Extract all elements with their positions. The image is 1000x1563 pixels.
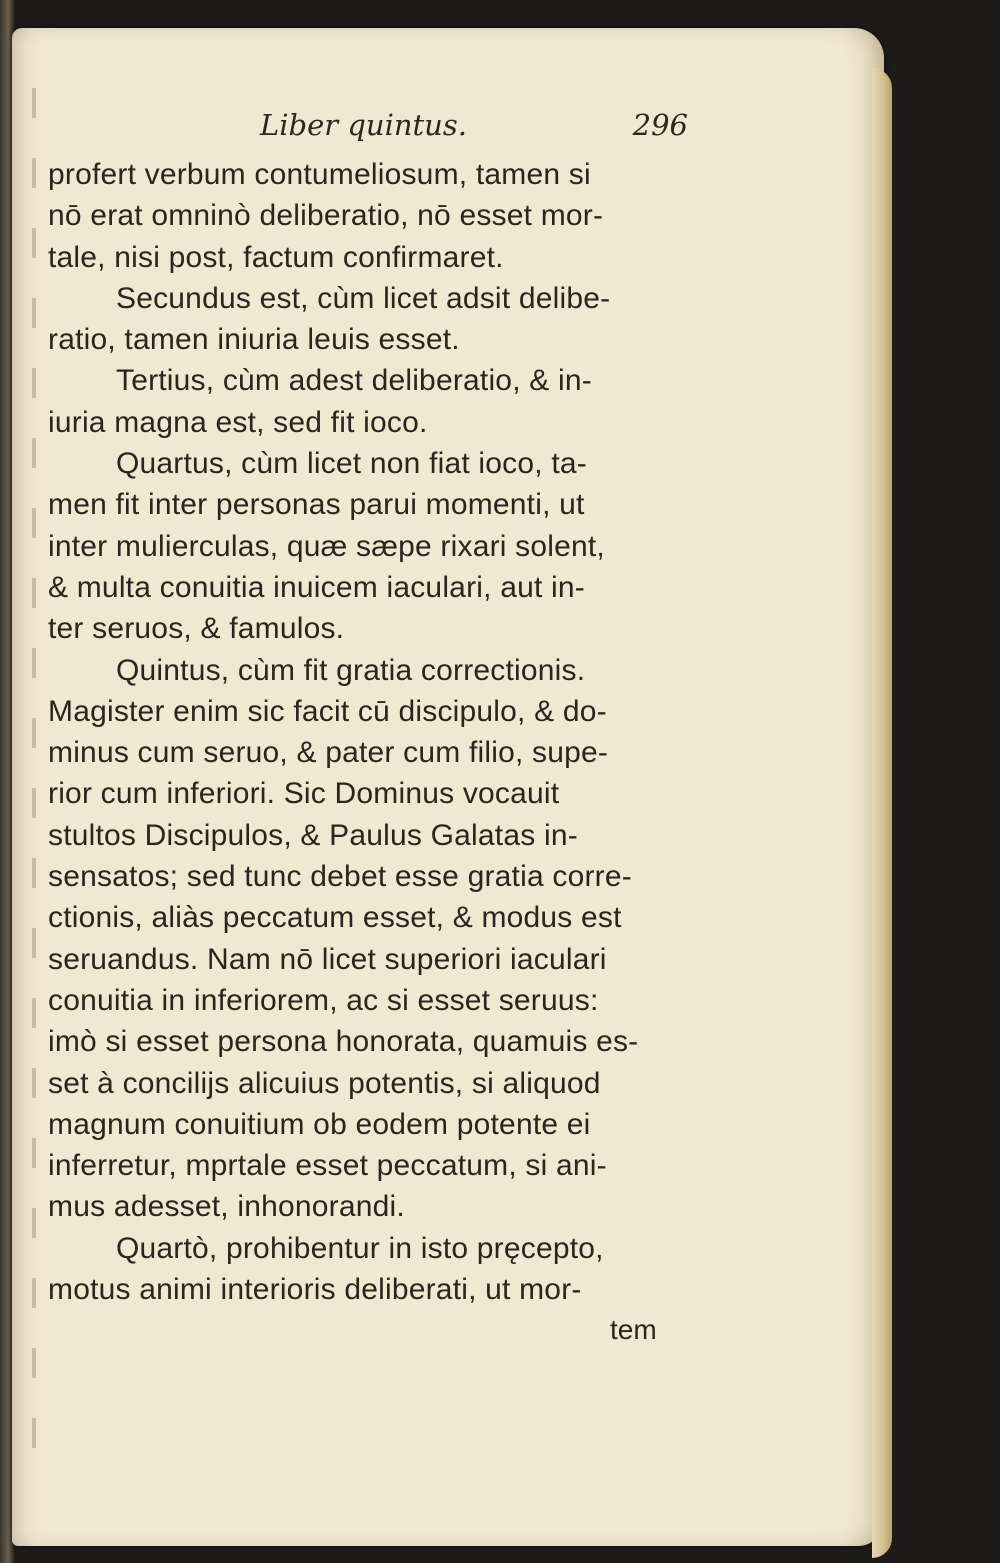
text-line: iuria magna est, sed fit ioco.	[48, 405, 428, 439]
text-line: nō erat omninò deliberatio, nō esset mor-	[48, 199, 604, 233]
running-title: Liber quintus.	[260, 108, 467, 142]
text-line: men fit inter personas parui momenti, ut	[48, 488, 585, 522]
text-line: stultos Discipulos, & Paulus Galatas in-	[48, 818, 578, 852]
text-line: ter seruos, & famulos.	[48, 612, 345, 646]
text-line: mus adesset, inhonorandi.	[48, 1190, 405, 1224]
text-line: ctionis, aliàs peccatum esset, & modus est	[48, 901, 622, 935]
text-line: Quartus, cùm licet non fiat ioco, ta-	[116, 447, 587, 481]
text-line: Tertius, cùm adest deliberatio, & in-	[116, 364, 592, 398]
text-line: inter mulierculas, quæ sæpe rixari solent,	[48, 529, 605, 563]
text-line: Quartò, prohibentur in isto pręcepto,	[116, 1231, 604, 1265]
page-header	[48, 108, 688, 152]
page-fore-edge	[872, 68, 892, 1558]
text-line: inferretur, mprtale esset peccatum, si ani-	[48, 1149, 607, 1183]
text-line: profert verbum contumeliosum, tamen si	[48, 158, 591, 191]
page-number: 296	[632, 108, 688, 142]
text-line: sensatos; sed tunc debet esse gratia corre-	[48, 860, 632, 894]
text-line: ratio, tamen iniuria leuis esset.	[48, 323, 460, 357]
text-line: set à concilijs alicuius potentis, si aliquod	[48, 1066, 601, 1100]
catchword: tem	[610, 1314, 657, 1345]
body-text	[48, 154, 690, 1310]
text-line: & multa conuitia inuicem iaculari, aut in-	[48, 570, 585, 604]
text-line: minus cum seruo, & pater cum filio, supe-	[48, 736, 609, 770]
text-line: Secundus est, cùm licet adsit delibe-	[116, 281, 611, 315]
text-line: motus animi interioris deliberati, ut mor-	[48, 1273, 582, 1307]
text-line: rior cum inferiori. Sic Dominus vocauit	[48, 777, 560, 811]
text-line: Quintus, cùm fit gratia correctionis.	[116, 653, 586, 687]
text-line: seruandus. Nam nō licet superiori iaculari	[48, 942, 607, 976]
text-line: Magister enim sic facit cū discipulo, & do-	[48, 694, 607, 728]
gutter-shadow	[32, 88, 36, 1488]
text-line: tale, nisi post, factum confirmaret.	[48, 240, 504, 274]
text-line: conuitia in inferiorem, ac si esset seruus:	[48, 983, 599, 1017]
text-line: magnum conuitium ob eodem potente ei	[48, 1107, 591, 1141]
text-line: imò si esset persona honorata, quamuis es-	[48, 1025, 639, 1059]
